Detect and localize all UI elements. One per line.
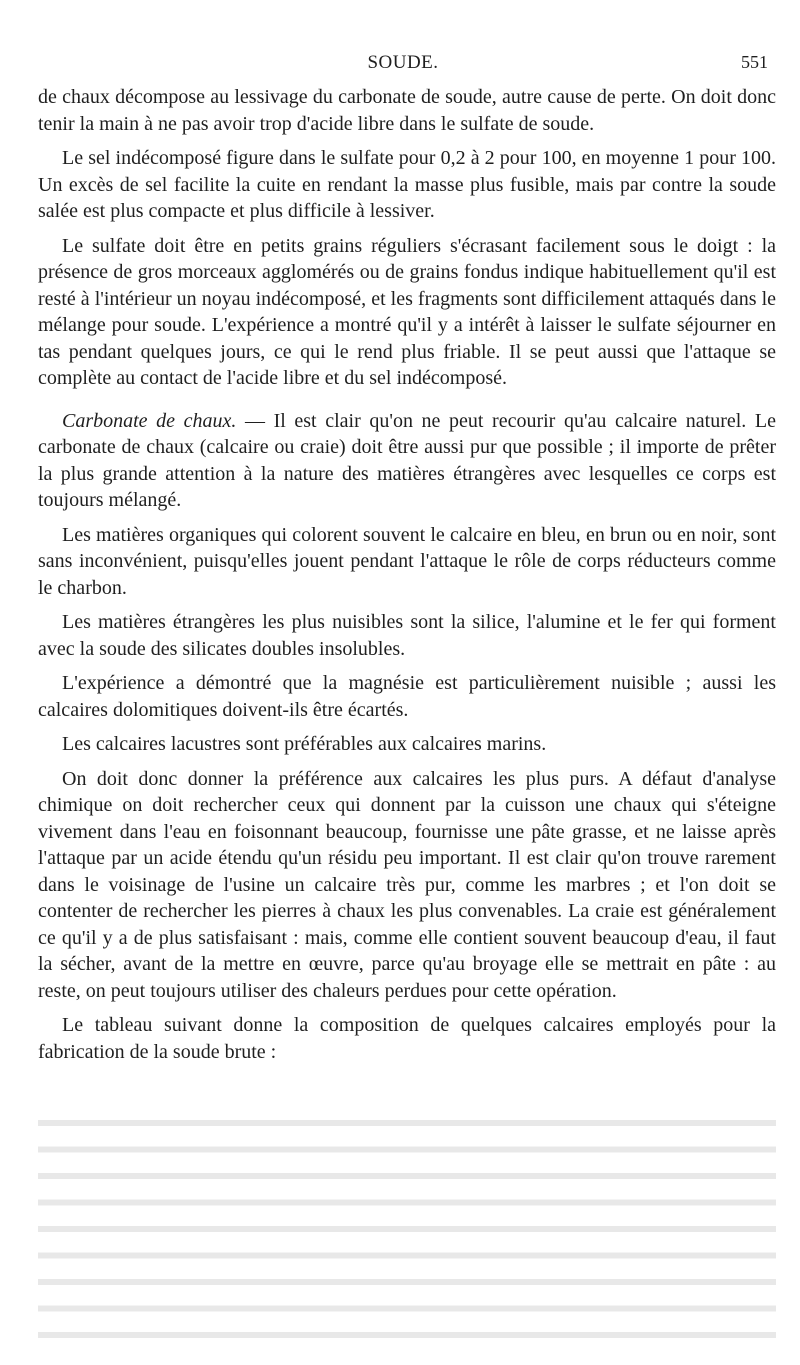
section-title: Carbonate de chaux. bbox=[62, 409, 237, 432]
paragraph: Le tableau suivant donne la composition de quelques calcaires employés pour la fabrication de la soude brute : bbox=[38, 1014, 776, 1063]
paragraph: On doit donc donner la préférence aux calcaires les plus purs. A défaut d'analyse chimique on doit rechercher ceux qui donnent par la cuisson une chaux qui s'éteigne vivement dans l'eau en foisonnant beaucoup, fournisse une pâte grasse, et ne laisse après l'attaque par un acide étendu qu'un résidu peu important. Il est clair qu'on trouve rarement dans le voisinage de l'usine un calcaire très pur, comme les marbres ; et l'on doit se contenter de rechercher les pierres à chaux les plus convenables. La craie est généralement ce qu'il y a de plus satisfaisant : mais, comme elle contient souvent beaucoup d'eau, il faut la sécher, avant de la mettre en œuvre, parce qu'au broyage elle se mettrait en pâte : au reste, on peut toujours utiliser des chaleurs perdues pour cette opération. bbox=[38, 767, 776, 1002]
paragraph: Les matières organiques qui colorent souvent le calcaire en bleu, en brun ou en noir, sont sans inconvénient, puisqu'elles jouent pendant l'attaque le rôle de corps réducteurs comme le charbon. bbox=[38, 523, 776, 599]
show-through-bleed bbox=[38, 1108, 776, 1338]
body-text bbox=[38, 84, 776, 1073]
section-lead-text: — Il est clair qu'on ne peut recourir qu'au calcaire naturel. Le carbonate de chaux (calcaire ou craie) doit être aussi pur que possible ; il importe de prêter la plus grande attention à la nature des matières étrangères avec lesquelles ce corps est toujours mélangé. bbox=[38, 409, 776, 511]
running-head: SOUDE. bbox=[367, 52, 439, 73]
page-header bbox=[38, 52, 768, 82]
section-opening-paragraph bbox=[38, 408, 776, 514]
paragraph: Les matières étrangères les plus nuisibles sont la silice, l'alumine et le fer qui forment avec la soude des silicates doubles insolubles. bbox=[38, 611, 776, 660]
paragraph: de chaux décompose au lessivage du carbonate de soude, autre cause de perte. On doit donc tenir la main à ne pas avoir trop d'acide libre dans le sulfate de soude. bbox=[38, 86, 776, 135]
paragraph: Le sel indécomposé figure dans le sulfate pour 0,2 à 2 pour 100, en moyenne 1 pour 100. Un excès de sel facilite la cuite en rendant la masse plus fusible, mais par contre la soude salée est plus compacte et plus difficile à lessiver. bbox=[38, 147, 776, 222]
page-number: 551 bbox=[741, 52, 768, 72]
paragraph: Les calcaires lacustres sont préférables aux calcaires marins. bbox=[62, 733, 547, 755]
paragraph: Le sulfate doit être en petits grains réguliers s'écrasant facilement sous le doigt : la présence de gros morceaux agglomérés ou de grains fondus indique habituellement qu'il est resté à l'intérieur un noyau indécomposé, et les fragments sont difficilement attaqués dans le mélange pour soude. L'expérience a montré qu'il y a intérêt à laisser le sulfate séjourner en tas pendant quelques jours, ce qui le rend plus friable. Il se peut aussi que l'attaque se complète au contact de l'acide libre et du sel indécomposé. bbox=[38, 234, 776, 389]
paragraph: L'expérience a démontré que la magnésie est particulièrement nuisible ; aussi les calcaires dolomitiques doivent-ils être écartés. bbox=[38, 672, 776, 721]
